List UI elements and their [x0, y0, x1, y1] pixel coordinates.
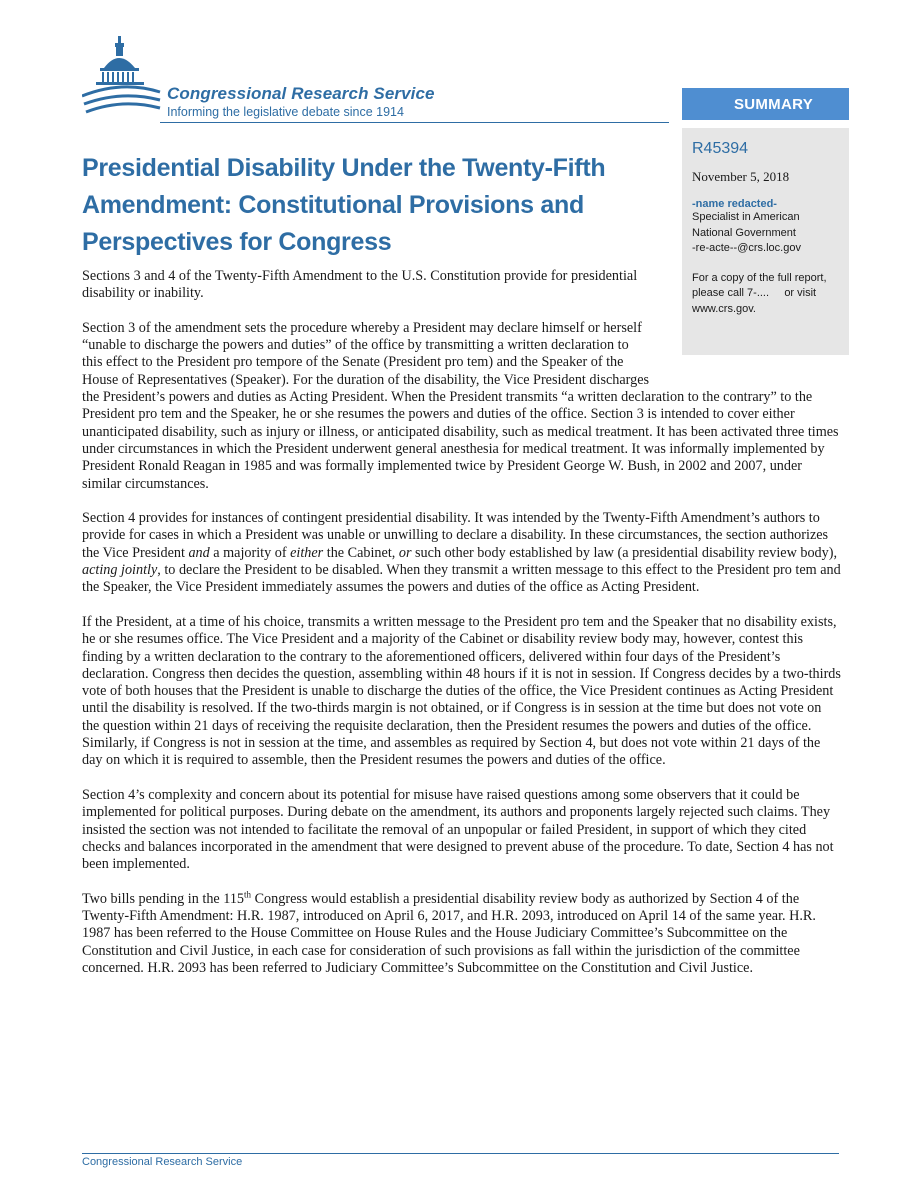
paragraph-1: Sections 3 and 4 of the Twenty-Fifth Amendment to the U.S. Constitution provide for presidential disability or inability. [82, 268, 638, 302]
p3-text-e: , to declare the President to be disabled. When they transmit a written message to this effect to the President pro tem and the Speaker, the Vice President immediately assumes the powers and duties of the office as Acting President. [82, 562, 841, 596]
paragraph-2: Section 3 of the amendment sets the procedure whereby a President may declare himself or herself “unable to discharge the powers and duties” of the office by transmitting a written declaration to this effect to the President pro tempore of the Senate (President pro tem) and the Speaker of the House of Representatives (Speaker). For the duration of the disability, the Vice President discharges the President’s powers and duties as Acting President. When the President transmits “a written declaration to the contrary” to the President pro tem and the Speaker, he or she resumes the powers and duties of the office. Section 3 is intended to cover either unanticipated disability, such as injury or illness, or anticipated disability, such as medical treatment. It has been activated three times under circumstances in which the President underwent general anesthesia for medical treatment. It was informally implemented by President Ronald Reagan in 1985 and was formally implemented twice by President George W. Bush, in 2002 and 2007, under similar circumstances. [82, 319, 839, 492]
author-title-line-1: Specialist in American [692, 211, 800, 223]
p3-emphasis-either: either [290, 544, 324, 561]
p6-text-b: Congress would establish a presidential disability review body as authorized by Section 4 of the Twenty-Fifth Amendment: H.R. 1987, introduced on April 6, 2017, and H.R. 2093, introduced on April 14 of the same year. H.R. 1987 has been referred to the House Committee on House Rules and the House Judiciary Committee’s Subcommittee on the Constitution and Civil Justice, in each case for consideration of such provisions as fall within the jurisdiction of the committee concerned. H.R. 2093 has been referred to Judiciary Committee’s Subcommittee on the Constitution and Civil Justice. [82, 890, 816, 976]
title-line-1: Presidential Disability Under the Twenty-Fifth [82, 154, 606, 182]
author-title-line-2: National Government [692, 226, 796, 239]
footer-divider [82, 1153, 839, 1154]
org-name: Congressional Research Service [167, 84, 435, 103]
p3-text-d: such other body established by law (a presidential disability review body), [411, 544, 838, 561]
paragraph-6 [82, 888, 842, 977]
paragraph-4: If the President, at a time of his choice, transmits a written message to the President pro tem and the Speaker that no disability exists, he or she resumes office. The Vice President and a majority of the Cabinet or disability review body may, however, contest this finding by a written declaration to the contrary to the aforementioned officers, delivered within four days of the President’s declaration. Congress then decides the question, assembling within 48 hours if it is not in session. If Congress decides by a two-thirds vote of both houses that the President is unable to discharge the duties of the office, the Vice President continues as Acting President until the disability is resolved. If the two-thirds margin is not obtained, or if Congress is in session at the time but does not vote on the question within 21 days of receiving the requisite declaration, then the President resumes the powers and duties of the office. Similarly, if Congress is not in session at the time, and assembles as required by Section 4, but does not vote within 21 days of the day on which it is required to assemble, then the President resumes the powers and duties of the office. [82, 613, 841, 769]
sidebar-wrap-spacer [652, 268, 842, 387]
footer-text: Congressional Research Service [82, 1156, 243, 1168]
p3-emphasis-or: or [398, 544, 412, 561]
author-name: -name redacted- [692, 198, 777, 210]
p3-emphasis-acting-jointly: acting jointly [82, 562, 158, 579]
document-title [82, 150, 672, 261]
p3-emphasis-and: and [188, 544, 210, 561]
p6-superscript: th [244, 888, 252, 899]
title-line-2: Amendment: Constitutional Provisions and [82, 191, 584, 219]
copy-note-line-1: For a copy of the full report, [692, 271, 827, 284]
paragraph-5: Section 4’s complexity and concern about its potential for misuse have raised questions among some observers that it could be implemented for political purposes. During debate on the amendment, its authors and proponents largely rejected such claims. They insisted the section was not intended to facilitate the removal of an unpopular or failed President, in support of which they cited checks and balances incorporated in the amendment that were designed to prevent abuse of the procedure. To date, Section 4 has not been implemented. [82, 786, 834, 873]
logo-text [167, 84, 435, 119]
summary-tab: SUMMARY [682, 88, 849, 120]
author-email[interactable]: -re-acte--@crs.loc.gov [692, 242, 801, 254]
summary-body [82, 268, 842, 994]
p3-text-b: a majority of [209, 544, 291, 561]
paragraph-3 [82, 510, 842, 596]
org-tagline: Informing the legislative debate since 1914 [167, 105, 404, 119]
crs-logo [82, 34, 462, 120]
copy-note-line-2: please call 7-.... or visit [692, 287, 817, 299]
p6-text-a: Two bills pending in the 115 [82, 890, 245, 907]
header-divider [160, 122, 669, 123]
p3-text-a: Section 4 provides for instances of contingent presidential disability. It was intended by the Twenty-Fifth Amendment’s authors to provide for cases in which a President was unable or unwilling to declare a disability. In these circumstances, the section authorizes the Vice President [82, 510, 829, 561]
capitol-dome-icon [82, 34, 162, 120]
report-date: November 5, 2018 [692, 169, 790, 184]
title-line-3: Perspectives for Congress [82, 228, 392, 256]
p3-text-c: the Cabinet, [323, 544, 399, 561]
crs-website-link[interactable]: www.crs.gov. [692, 302, 756, 315]
report-number: R45394 [692, 140, 749, 157]
